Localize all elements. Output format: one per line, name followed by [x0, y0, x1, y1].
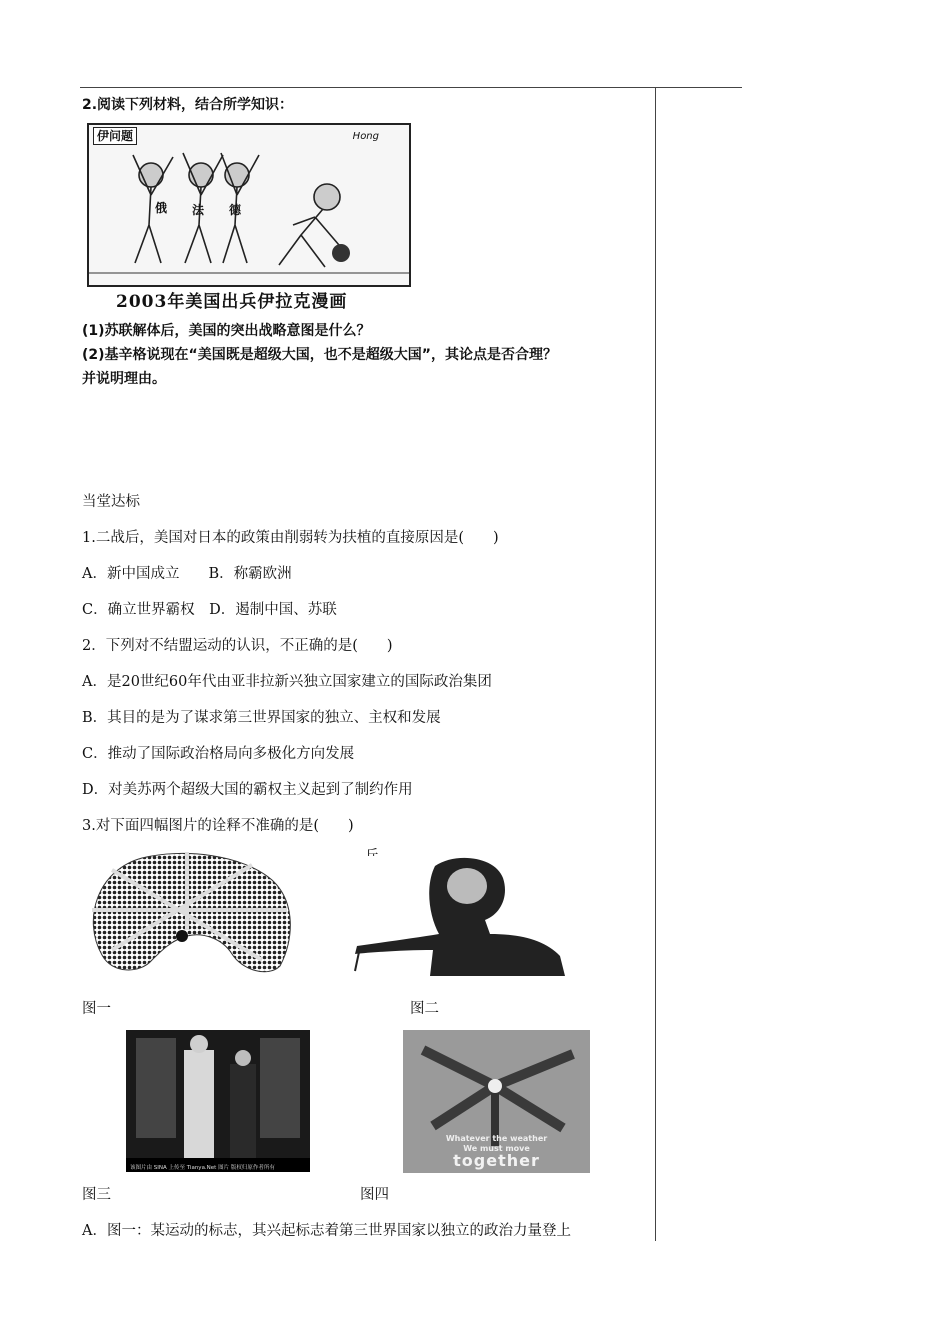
cartoon-label-germany: 德: [229, 203, 242, 217]
non-aligned-emblem: [82, 850, 292, 978]
figure-3-photo: [126, 1030, 310, 1172]
figure-2-label: 图二: [410, 1001, 439, 1017]
question-2-option-a: A．是20世纪60年代由亚非拉新兴独立国家建立的国际政治集团: [82, 674, 492, 690]
cartoon-caption: 2003年美国出兵伊拉克漫画: [116, 292, 348, 312]
question-2-title: 2.阅读下列材料，结合所学知识：: [82, 97, 294, 113]
question-2-option-d: D．对美苏两个超级大国的霸权主义起到了制约作用: [82, 782, 413, 798]
figure-2-churchill: [345, 856, 585, 976]
figure-4-label: 图四: [360, 1187, 389, 1203]
photo-two-men: [126, 1030, 310, 1172]
question-3-option-a: A．图一：某运动的标志，其兴起标志着第三世界国家以独立的政治力量登上: [82, 1223, 571, 1239]
figure-4-line-3: together: [453, 1151, 540, 1170]
figure-4-line-2: We must move: [463, 1144, 530, 1153]
cartoon-tag: 伊问题: [93, 127, 137, 145]
question-2-sub-1: (1)苏联解体后，美国的突出战略意图是什么？: [82, 323, 371, 339]
question-2-sub-2-cont: 并说明理由。: [82, 371, 166, 387]
figure-4-poster: [403, 1030, 590, 1173]
question-1-options-cd: C．确立世界霸权 D．遏制中国、苏联: [82, 602, 337, 618]
section-title: 当堂达标: [82, 494, 140, 510]
page-top-rule: [80, 87, 742, 88]
page-right-column-rule: [655, 87, 656, 1241]
cartoon-signature: Hong: [352, 131, 379, 142]
question-2-option-c: C．推动了国际政治格局向多极化方向发展: [82, 746, 355, 762]
question-2-option-b: B．其目的是为了谋求第三世界国家的独立、主权和发展: [82, 710, 441, 726]
question-2-sub-2: (2)基辛格说现在“美国既是超级大国，也不是超级大国”，其论点是否合理？: [82, 347, 557, 363]
iraq-cartoon: [87, 123, 411, 287]
figure-1-emblem: [82, 850, 292, 978]
cartoon-drawing: [89, 125, 409, 285]
question-3-stem: 3.对下面四幅图片的诠释不准确的是( ): [82, 818, 354, 834]
figure-3-label: 图三: [82, 1187, 111, 1203]
question-2-stem: 2．下列对不结盟运动的认识，不正确的是( ): [82, 638, 393, 654]
figure-4-line-1: Whatever the weather: [445, 1134, 548, 1143]
cartoon-label-france: 法: [192, 203, 205, 217]
figure-1-label: 图一: [82, 1001, 111, 1017]
figure-3-caption: 该图片由 SINA 上传至 Tianya.Net 图片 版权归原作者所有: [130, 1165, 275, 1171]
question-1-options-ab: A．新中国成立 B．称霸欧洲: [82, 566, 292, 582]
question-1-stem: 1.二战后，美国对日本的政策由削弱转为扶植的直接原因是( ): [82, 530, 499, 546]
cartoon-label-russia: 俄: [155, 201, 168, 215]
churchill-silhouette: [345, 856, 585, 976]
